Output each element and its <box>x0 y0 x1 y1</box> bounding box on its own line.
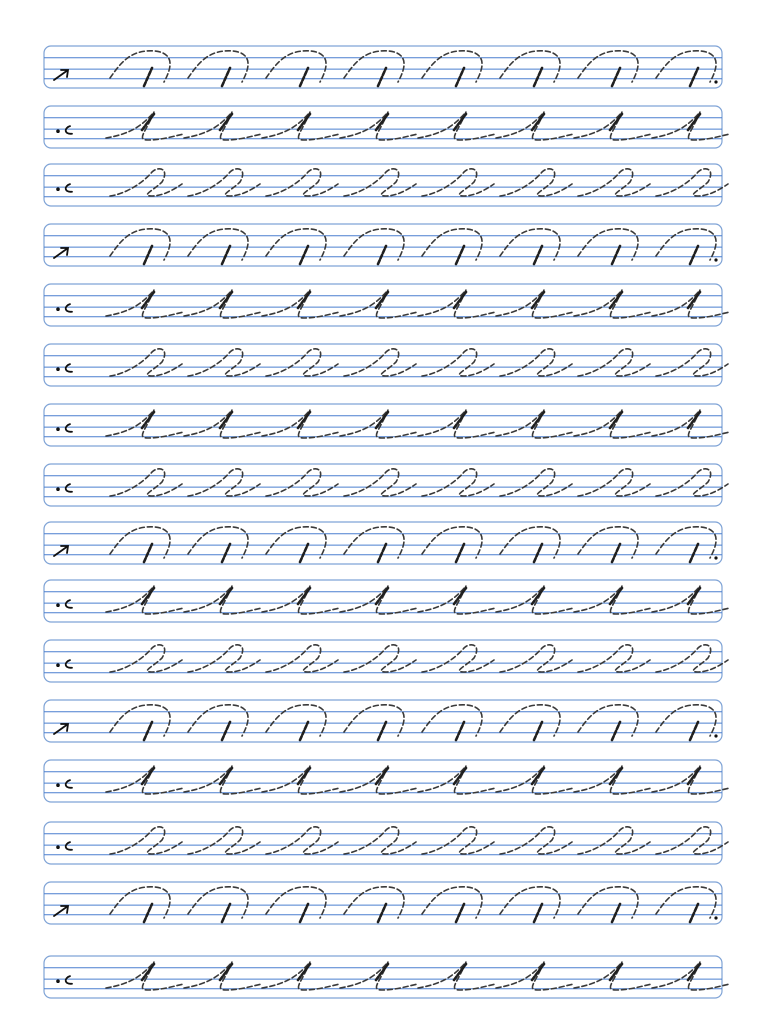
writing-row <box>44 464 728 506</box>
start-hook-icon <box>66 600 72 608</box>
writing-row <box>44 882 722 924</box>
arch-downstroke-trace <box>690 904 698 922</box>
e-letter-trace <box>422 349 494 376</box>
e-letter-trace <box>656 349 728 376</box>
start-dot-icon <box>56 979 60 983</box>
end-dot-icon <box>714 916 717 919</box>
start-dot-icon <box>56 663 60 667</box>
arch-downstroke-trace <box>690 544 698 562</box>
arch-downstroke-trace <box>612 246 620 264</box>
arch-letter-trace <box>422 51 482 82</box>
writing-row <box>44 956 730 998</box>
writing-row <box>44 404 730 446</box>
arch-downstroke-trace <box>612 904 620 922</box>
arch-downstroke-trace <box>456 904 464 922</box>
start-dot-icon <box>56 783 60 787</box>
arch-letter-trace <box>344 887 404 918</box>
arch-downstroke-trace <box>300 544 308 562</box>
row-frame <box>44 580 722 622</box>
e-letter-trace <box>422 827 494 854</box>
arch-downstroke-trace <box>456 246 464 264</box>
arch-letter-trace <box>266 887 326 918</box>
row-frame <box>44 640 722 682</box>
arch-downstroke-trace <box>222 544 230 562</box>
arch-downstroke-trace <box>378 722 386 740</box>
start-hook-icon <box>66 660 72 668</box>
start-hook-icon <box>66 842 72 850</box>
arch-letter-trace <box>656 51 716 82</box>
row-frame <box>44 344 722 386</box>
e-letter-trace <box>110 827 182 854</box>
arch-downstroke-trace <box>378 68 386 86</box>
e-letter-trace <box>422 645 494 672</box>
arch-downstroke-trace <box>300 68 308 86</box>
start-dot-icon <box>56 427 60 431</box>
arch-downstroke-trace <box>222 246 230 264</box>
start-dot-icon <box>56 187 60 191</box>
e-letter-trace <box>656 827 728 854</box>
arch-letter-trace <box>344 705 404 736</box>
start-hook-icon <box>66 484 72 492</box>
arch-downstroke-trace <box>144 68 152 86</box>
arch-letter-trace <box>578 705 638 736</box>
arch-letter-trace <box>578 51 638 82</box>
arch-letter-trace <box>578 527 638 558</box>
e-letter-trace <box>188 469 260 496</box>
arch-letter-trace <box>266 229 326 260</box>
arch-downstroke-trace <box>690 722 698 740</box>
arch-letter-trace <box>110 229 170 260</box>
start-dot-icon <box>56 307 60 311</box>
e-letter-trace <box>110 169 182 196</box>
arch-letter-trace <box>500 229 560 260</box>
writing-row <box>44 284 730 326</box>
arch-downstroke-trace <box>612 722 620 740</box>
start-hook-icon <box>66 976 72 984</box>
end-dot-icon <box>714 258 717 261</box>
arch-letter-trace <box>500 705 560 736</box>
arch-downstroke-trace <box>456 68 464 86</box>
arch-letter-trace <box>578 229 638 260</box>
row-frame <box>44 284 722 326</box>
arch-letter-trace <box>656 527 716 558</box>
arch-letter-trace <box>188 51 248 82</box>
row-frame <box>44 956 722 998</box>
arch-downstroke-trace <box>534 904 542 922</box>
writing-row <box>44 164 728 206</box>
e-letter-trace <box>656 169 728 196</box>
end-dot-icon <box>714 556 717 559</box>
e-letter-trace <box>344 169 416 196</box>
e-letter-trace <box>344 827 416 854</box>
arch-letter-trace <box>500 51 560 82</box>
writing-row <box>44 224 722 266</box>
arch-letter-trace <box>110 51 170 82</box>
e-letter-trace <box>656 469 728 496</box>
start-hook-icon <box>66 184 72 192</box>
arch-letter-trace <box>266 705 326 736</box>
start-hook-icon <box>66 780 72 788</box>
arch-downstroke-trace <box>144 544 152 562</box>
arch-letter-trace <box>500 887 560 918</box>
arch-letter-trace <box>188 887 248 918</box>
e-letter-trace <box>578 169 650 196</box>
start-dot-icon <box>56 603 60 607</box>
writing-row <box>44 822 728 864</box>
e-letter-trace <box>500 645 572 672</box>
arch-downstroke-trace <box>222 904 230 922</box>
e-letter-trace <box>188 827 260 854</box>
arch-letter-trace <box>110 705 170 736</box>
row-frame <box>44 464 722 506</box>
row-frame <box>44 822 722 864</box>
arch-letter-trace <box>656 705 716 736</box>
arch-letter-trace <box>422 229 482 260</box>
arch-letter-trace <box>266 527 326 558</box>
writing-row <box>44 522 722 564</box>
start-dot-icon <box>56 845 60 849</box>
arch-letter-trace <box>110 527 170 558</box>
e-letter-trace <box>266 827 338 854</box>
arch-downstroke-trace <box>144 246 152 264</box>
arch-downstroke-trace <box>456 544 464 562</box>
e-letter-trace <box>110 349 182 376</box>
e-letter-trace <box>500 827 572 854</box>
e-letter-trace <box>266 349 338 376</box>
writing-row <box>44 580 730 622</box>
arch-downstroke-trace <box>222 68 230 86</box>
end-dot-icon <box>714 734 717 737</box>
arch-downstroke-trace <box>534 246 542 264</box>
arch-downstroke-trace <box>534 68 542 86</box>
end-dot-icon <box>714 80 717 83</box>
e-letter-trace <box>578 645 650 672</box>
arch-downstroke-trace <box>612 68 620 86</box>
e-letter-trace <box>578 827 650 854</box>
e-letter-trace <box>266 645 338 672</box>
arch-letter-trace <box>344 51 404 82</box>
arch-letter-trace <box>188 705 248 736</box>
arch-downstroke-trace <box>378 246 386 264</box>
e-letter-trace <box>344 349 416 376</box>
row-frame <box>44 404 722 446</box>
e-letter-trace <box>188 349 260 376</box>
start-hook-icon <box>66 304 72 312</box>
e-letter-trace <box>188 169 260 196</box>
arch-downstroke-trace <box>456 722 464 740</box>
arch-letter-trace <box>656 887 716 918</box>
arch-letter-trace <box>266 51 326 82</box>
e-letter-trace <box>344 645 416 672</box>
writing-row <box>44 344 728 386</box>
arch-downstroke-trace <box>612 544 620 562</box>
arch-letter-trace <box>188 229 248 260</box>
writing-row <box>44 640 728 682</box>
arch-downstroke-trace <box>300 722 308 740</box>
e-letter-trace <box>500 169 572 196</box>
arch-letter-trace <box>344 527 404 558</box>
start-dot-icon <box>56 367 60 371</box>
arch-downstroke-trace <box>378 904 386 922</box>
row-frame <box>44 106 722 148</box>
start-dot-icon <box>56 487 60 491</box>
e-letter-trace <box>422 469 494 496</box>
arch-downstroke-trace <box>534 722 542 740</box>
arch-letter-trace <box>188 527 248 558</box>
e-letter-trace <box>266 469 338 496</box>
writing-row <box>44 46 722 88</box>
arch-letter-trace <box>422 887 482 918</box>
arch-letter-trace <box>578 887 638 918</box>
arch-letter-trace <box>344 229 404 260</box>
arch-downstroke-trace <box>144 722 152 740</box>
start-dot-icon <box>56 129 60 133</box>
writing-row <box>44 106 730 148</box>
e-letter-trace <box>578 349 650 376</box>
arch-downstroke-trace <box>378 544 386 562</box>
arch-letter-trace <box>656 229 716 260</box>
e-letter-trace <box>344 469 416 496</box>
start-hook-icon <box>66 364 72 372</box>
arch-letter-trace <box>422 705 482 736</box>
arch-downstroke-trace <box>300 246 308 264</box>
e-letter-trace <box>656 645 728 672</box>
arch-letter-trace <box>110 887 170 918</box>
row-frame <box>44 164 722 206</box>
arch-letter-trace <box>422 527 482 558</box>
e-letter-trace <box>500 469 572 496</box>
arch-downstroke-trace <box>690 68 698 86</box>
writing-row <box>44 760 730 802</box>
arch-downstroke-trace <box>690 246 698 264</box>
arch-downstroke-trace <box>534 544 542 562</box>
arch-downstroke-trace <box>144 904 152 922</box>
row-frame <box>44 760 722 802</box>
e-letter-trace <box>188 645 260 672</box>
writing-row <box>44 700 722 742</box>
e-letter-trace <box>110 645 182 672</box>
e-letter-trace <box>110 469 182 496</box>
e-letter-trace <box>578 469 650 496</box>
e-letter-trace <box>422 169 494 196</box>
arch-downstroke-trace <box>222 722 230 740</box>
arch-letter-trace <box>500 527 560 558</box>
arch-downstroke-trace <box>300 904 308 922</box>
e-letter-trace <box>500 349 572 376</box>
start-hook-icon <box>66 126 72 134</box>
e-letter-trace <box>266 169 338 196</box>
start-hook-icon <box>66 424 72 432</box>
